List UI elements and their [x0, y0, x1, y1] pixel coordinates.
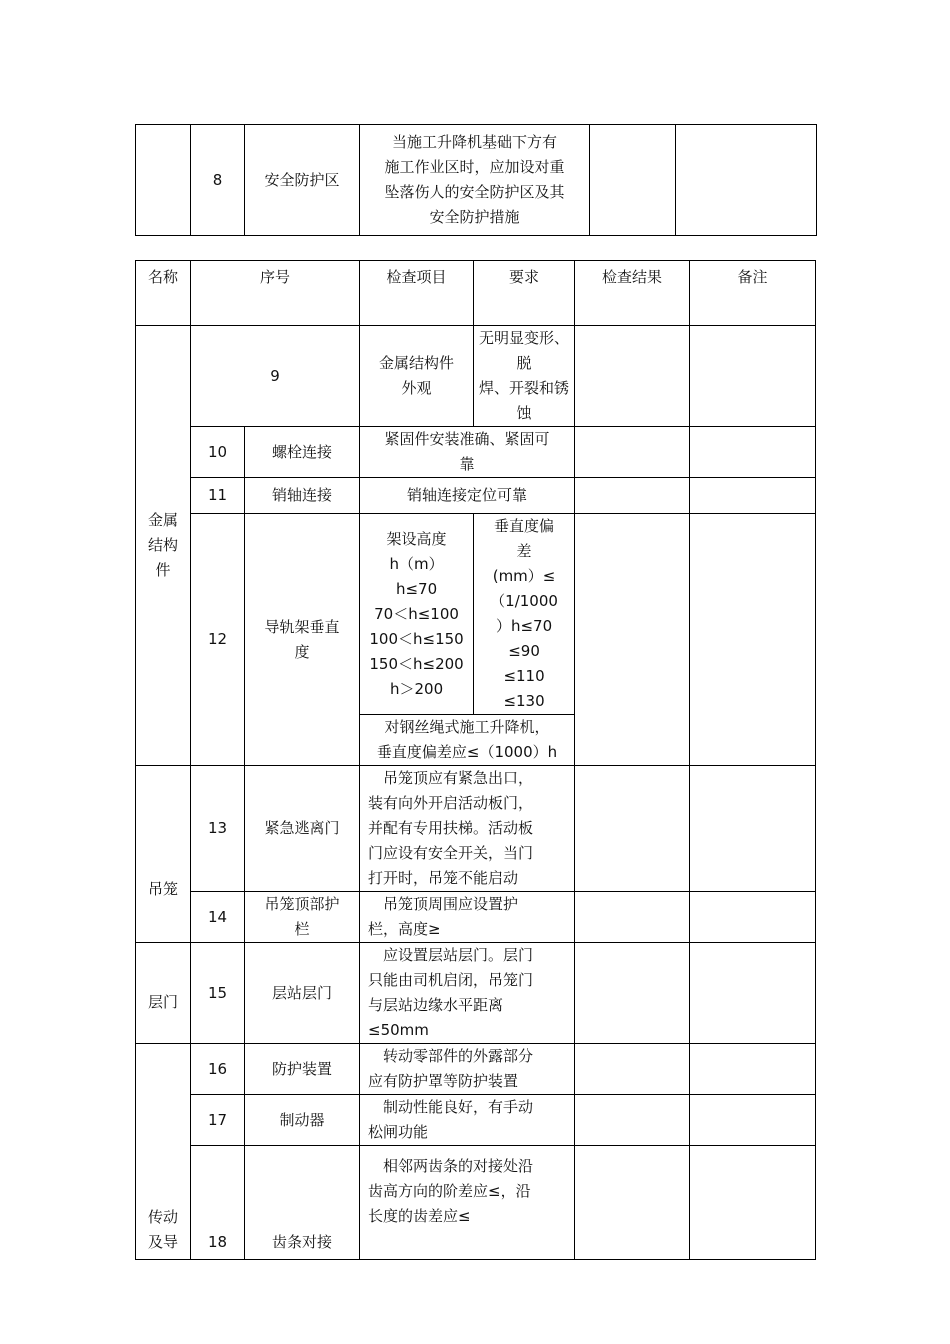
- req-line: 焊、开裂和锈蚀: [479, 379, 570, 422]
- result-cell[interactable]: [590, 125, 676, 236]
- remark-cell[interactable]: [690, 1095, 816, 1146]
- check-item: 层站层门: [245, 943, 360, 1044]
- result-cell[interactable]: [575, 1095, 690, 1146]
- note-line: 垂直度偏差应≤（1000）h: [376, 743, 558, 761]
- deviation-line: （1/1000: [490, 592, 558, 610]
- item-line: 吊笼顶部护: [264, 895, 340, 913]
- result-cell[interactable]: [575, 766, 690, 892]
- table-row: [136, 125, 817, 236]
- req-line: 应有防护罩等防护装置: [368, 1072, 519, 1090]
- row-number: 15: [191, 943, 245, 1044]
- table-row: [136, 766, 816, 892]
- requirement-cell: [474, 326, 575, 427]
- req-line: 栏，高度≥: [368, 920, 441, 938]
- requirement-cell: 销轴连接定位可靠: [360, 478, 575, 514]
- table-row: [136, 892, 816, 943]
- group-metal-structure: [136, 326, 191, 766]
- result-cell[interactable]: [575, 427, 690, 478]
- check-item: [245, 892, 360, 943]
- requirement-cell: [360, 892, 575, 943]
- requirement-cell: [360, 427, 575, 478]
- req-line: 无明显变形、脱: [479, 329, 570, 372]
- remark-cell[interactable]: [690, 326, 816, 427]
- check-item: 销轴连接: [245, 478, 360, 514]
- row-number: 18: [191, 1146, 245, 1260]
- remark-cell[interactable]: [690, 478, 816, 514]
- inspection-table: [135, 260, 816, 1260]
- req-line: 靠: [459, 455, 475, 473]
- remark-cell[interactable]: [690, 427, 816, 478]
- height-line: h≤70: [395, 579, 438, 598]
- table-row: [136, 326, 816, 427]
- req-line: 当施工升降机基础下方有: [391, 133, 557, 151]
- result-cell[interactable]: [575, 943, 690, 1044]
- group-landing-door: 层门: [136, 943, 191, 1044]
- req-line: 制动性能良好，有手动: [383, 1098, 534, 1116]
- row-number: 17: [191, 1095, 245, 1146]
- remark-cell[interactable]: [690, 514, 816, 766]
- requirement-note: [360, 715, 575, 766]
- result-cell[interactable]: [575, 514, 690, 766]
- requirement-cell: [360, 125, 590, 236]
- height-line: 架设高度: [386, 529, 447, 548]
- remark-cell[interactable]: [690, 1044, 816, 1095]
- row-number: 12: [191, 514, 245, 766]
- result-cell[interactable]: [575, 1044, 690, 1095]
- check-item: 防护装置: [245, 1044, 360, 1095]
- deviation-line: ≤130: [503, 692, 545, 710]
- check-item: 制动器: [245, 1095, 360, 1146]
- row-number: 13: [191, 766, 245, 892]
- deviation-line: 垂直度偏: [494, 517, 555, 535]
- result-cell[interactable]: [575, 892, 690, 943]
- table-continuation: [135, 124, 817, 236]
- requirement-cell: [360, 766, 575, 892]
- req-line: 相邻两齿条的对接处沿: [383, 1157, 534, 1175]
- req-line: 施工作业区时，应加设对重: [384, 158, 565, 176]
- row-number: 14: [191, 892, 245, 943]
- requirement-cell: [360, 1095, 575, 1146]
- req-line: 长度的齿差应≤: [368, 1207, 471, 1225]
- result-cell[interactable]: [575, 326, 690, 427]
- check-item: [360, 326, 474, 427]
- table-row: [136, 478, 816, 514]
- req-line: 吊笼顶应有紧急出口，: [383, 769, 534, 787]
- header-item: 检查项目: [360, 261, 474, 326]
- header-name: 名称: [136, 261, 191, 326]
- table-row: [136, 427, 816, 478]
- row-number: 10: [191, 427, 245, 478]
- group-line: 件: [155, 561, 171, 579]
- req-line: 门应设有安全开关，当门: [368, 844, 534, 862]
- row-number: 9: [191, 326, 360, 427]
- remark-cell[interactable]: [690, 766, 816, 892]
- header-no: 序号: [191, 261, 360, 326]
- remark-cell[interactable]: [676, 125, 817, 236]
- deviation-line: 差: [516, 542, 532, 560]
- table-row: [136, 1044, 816, 1095]
- item-line: 外观: [401, 379, 432, 397]
- name-cell: [136, 125, 191, 236]
- item-line: 度: [294, 642, 310, 661]
- requirement-cell: [360, 1044, 575, 1095]
- row-number: 16: [191, 1044, 245, 1095]
- remark-cell[interactable]: [690, 892, 816, 943]
- req-line: 松闸功能: [368, 1123, 429, 1141]
- table-row: [136, 1146, 816, 1260]
- group-line: 传动: [147, 1208, 178, 1226]
- req-line: 紧固件安装准确、紧固可: [384, 430, 550, 448]
- req-line: 应设置层站层门。层门: [383, 946, 534, 964]
- table-row: [136, 1095, 816, 1146]
- req-line: 转动零部件的外露部分: [383, 1047, 534, 1065]
- header-result: 检查结果: [575, 261, 690, 326]
- header-row: [136, 261, 816, 326]
- note-line: 对钢丝绳式施工升降机，: [384, 718, 550, 736]
- deviation-line: ≤90: [508, 642, 540, 660]
- req-line: ≤50mm: [368, 1021, 429, 1039]
- group-line: 金属: [147, 511, 178, 529]
- height-line: 70＜h≤100: [374, 604, 459, 623]
- height-line: 150＜h≤200: [369, 654, 464, 673]
- req-line: 安全防护措施: [429, 208, 520, 226]
- req-line: 与层站边缘水平距离: [368, 996, 504, 1014]
- req-line: 并配有专用扶梯。活动板: [368, 819, 534, 837]
- deviation-line: (mm）≤: [492, 567, 556, 585]
- header-remark: 备注: [690, 261, 816, 326]
- req-line: 坠落伤人的安全防护区及其: [384, 183, 565, 201]
- req-line: 吊笼顶周围应设置护: [383, 895, 519, 913]
- requirement-cell: [360, 1146, 575, 1260]
- requirement-cell: [360, 943, 575, 1044]
- item-line: 金属结构件: [379, 354, 455, 372]
- req-line: 齿高方向的阶差应≤，沿: [368, 1182, 531, 1200]
- deviation-line: ≤110: [503, 667, 545, 685]
- req-line: 装有向外开启活动板门，: [368, 794, 534, 812]
- result-cell[interactable]: [575, 478, 690, 514]
- group-transmission: [136, 1044, 191, 1260]
- row-number: 11: [191, 478, 245, 514]
- group-line: 及导: [147, 1233, 178, 1251]
- height-line: h（m）: [389, 554, 444, 573]
- result-cell[interactable]: [575, 1146, 690, 1260]
- check-item: 紧急逃离门: [245, 766, 360, 892]
- check-item: 齿条对接: [245, 1146, 360, 1260]
- deviation-column: [474, 514, 575, 715]
- height-column: [360, 514, 474, 715]
- remark-cell[interactable]: [690, 1146, 816, 1260]
- check-item: [245, 514, 360, 766]
- group-cage: 吊笼: [136, 766, 191, 943]
- table-row: [136, 514, 816, 715]
- deviation-line: ）h≤70: [495, 617, 553, 635]
- check-item: 螺栓连接: [245, 427, 360, 478]
- check-item: 安全防护区: [245, 125, 360, 236]
- req-line: 只能由司机启闭，吊笼门: [368, 971, 534, 989]
- remark-cell[interactable]: [690, 943, 816, 1044]
- row-number: 8: [191, 125, 245, 236]
- header-req: 要求: [474, 261, 575, 326]
- req-line: 打开时，吊笼不能启动: [368, 869, 519, 887]
- height-line: 100＜h≤150: [369, 629, 464, 648]
- group-line: 结构: [147, 536, 178, 554]
- table-row: [136, 943, 816, 1044]
- item-line: 导轨架垂直: [264, 617, 340, 636]
- item-line: 栏: [294, 920, 310, 938]
- height-line: h＞200: [389, 679, 444, 698]
